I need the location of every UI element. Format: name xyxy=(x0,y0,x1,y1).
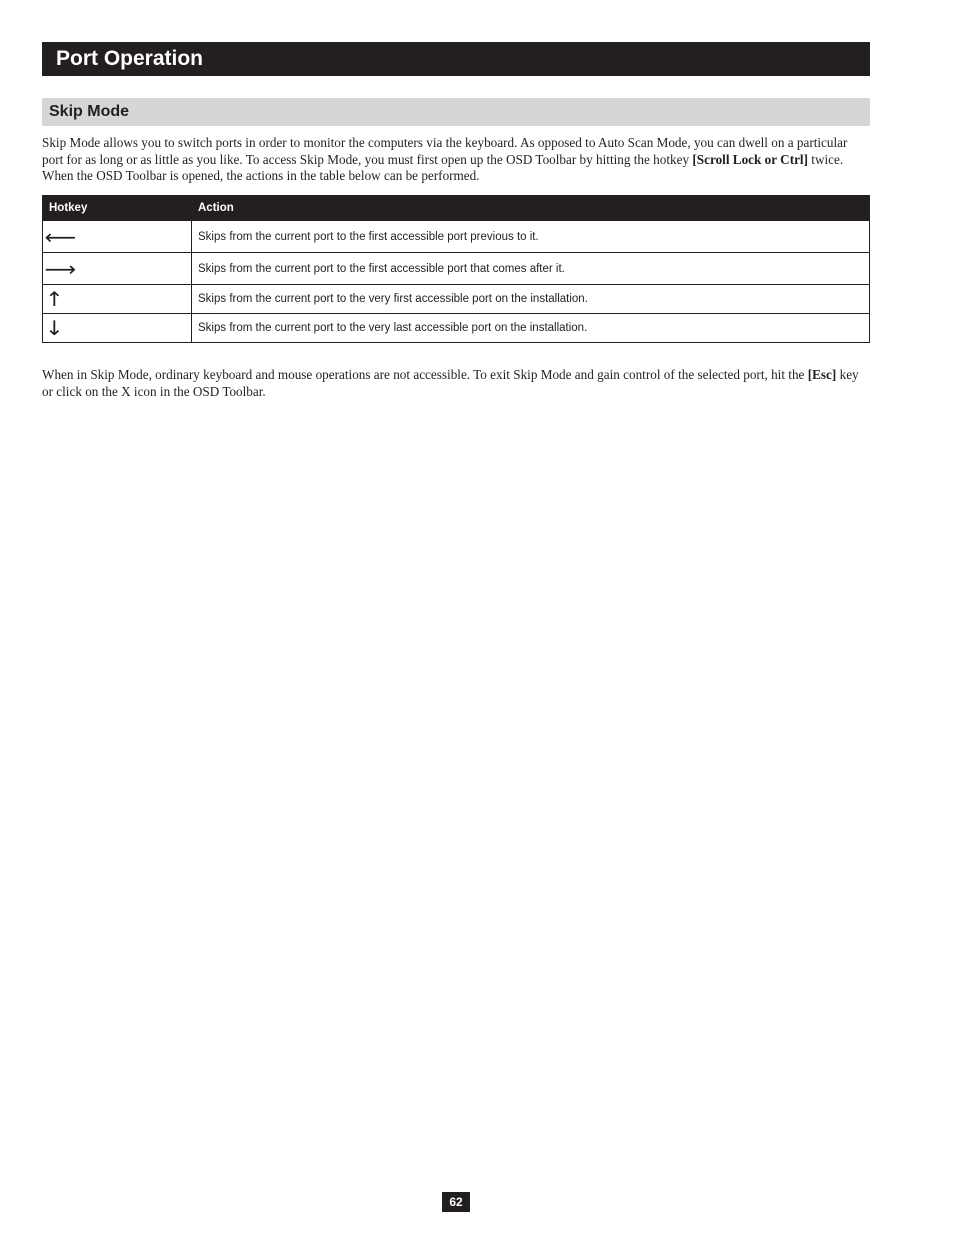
intro-hotkey: [Scroll Lock or Ctrl] xyxy=(692,151,808,167)
hotkey-cell xyxy=(43,221,192,253)
up-arrow-icon: ↑ xyxy=(45,287,64,311)
table-row xyxy=(43,253,870,285)
outro-esc-key: [Esc] xyxy=(807,367,837,382)
action-cell: Skips from the current port to the very last accessible port on the installation. xyxy=(192,314,870,343)
left-arrow-icon: ⟵ xyxy=(44,224,77,249)
table-row xyxy=(43,314,870,343)
table-row xyxy=(43,285,870,314)
hotkey-cell xyxy=(43,285,192,314)
outro-text-1: When in Skip Mode, ordinary keyboard and mouse operations are not accessible. To exit Skip Mode and gain control of the selected port, hit the xyxy=(42,367,808,382)
hotkey-column-header: Hotkey xyxy=(43,196,192,221)
action-cell: Skips from the current port to the first accessible port that comes after it. xyxy=(192,253,870,285)
page-title: Port Operation xyxy=(42,42,870,76)
page-number: 62 xyxy=(442,1192,470,1212)
action-cell: Skips from the current port to the very first accessible port on the installation. xyxy=(192,285,870,314)
intro-text-1: Skip Mode allows you to switch ports in order to monitor the computers via the keyboard. As opposed to Auto Scan Mode, you can dwell on a particular port for as long or as little as you like. To access Skip Mode, you must first open up the OSD Toolbar by hitting the hotkey xyxy=(42,135,848,167)
action-column-header: Action xyxy=(192,196,870,221)
intro-text-2: twice. When the OSD Toolbar is opened, the actions in the table below can be performed. xyxy=(42,151,844,184)
section-title: Skip Mode xyxy=(42,98,870,126)
table-row xyxy=(43,221,870,253)
hotkey-table xyxy=(42,195,870,343)
table-header-row xyxy=(43,196,870,221)
intro-paragraph xyxy=(42,135,868,185)
outro-text-2: key or click on the X icon in the OSD Toolbar. xyxy=(42,367,859,399)
action-cell: Skips from the current port to the first accessible port previous to it. xyxy=(192,221,870,253)
right-arrow-icon: ⟶ xyxy=(44,256,77,281)
outro-paragraph xyxy=(42,367,868,400)
down-arrow-icon: ↓ xyxy=(45,316,64,340)
hotkey-cell xyxy=(43,314,192,343)
hotkey-cell xyxy=(43,253,192,285)
